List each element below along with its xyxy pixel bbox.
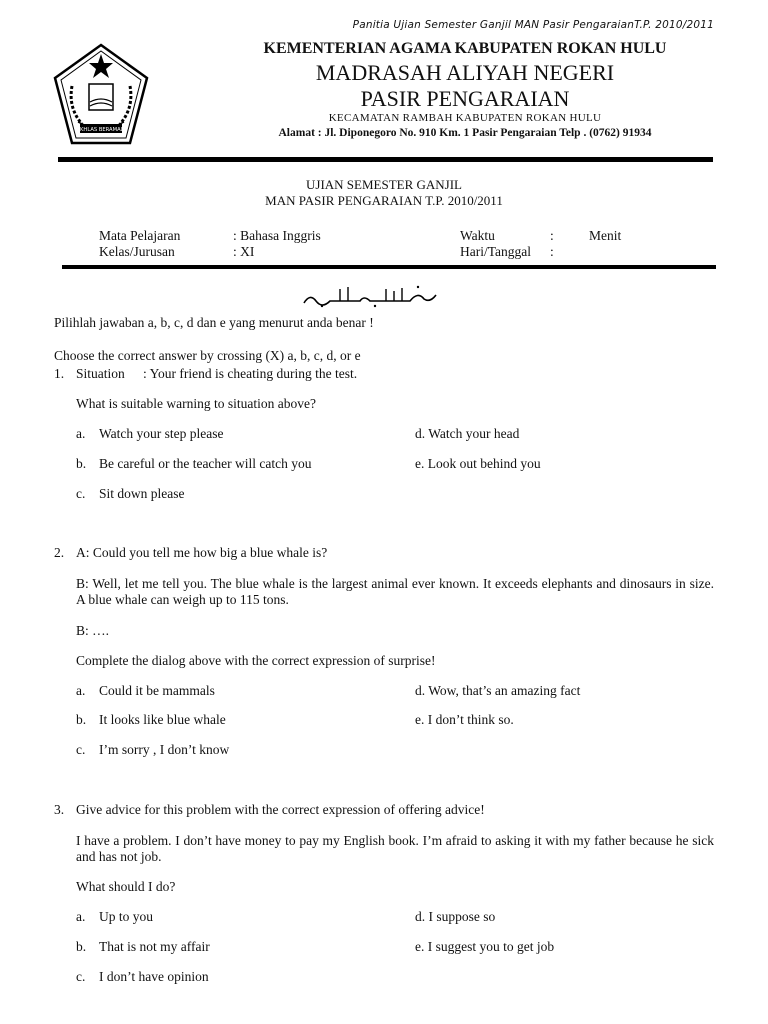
instruction-english: Choose the correct answer by crossing (X) a, b, c, d, or e (54, 348, 361, 363)
q3-option-a: Up to you (99, 909, 153, 924)
q2-dialog-a: A: Could you tell me how big a blue whale is? (76, 545, 328, 560)
info-divider (62, 265, 716, 269)
q1-option-e: e. Look out behind you (415, 456, 541, 471)
q1-option-a-letter: a. (76, 426, 86, 441)
q1-option-b: Be careful or the teacher will catch you (99, 456, 312, 471)
exam-title: UJIAN SEMESTER GANJIL (306, 177, 462, 192)
school-title: MADRASAH ALIYAH NEGERI (315, 60, 615, 85)
ministry-title: KEMENTERIAN AGAMA KABUPATEN ROKAN HULU (263, 40, 667, 57)
time-label: Waktu (460, 228, 495, 243)
q2-option-c-letter: c. (76, 742, 86, 757)
instruction-indonesian: Pilihlah jawaban a, b, c, d dan e yang menurut anda benar ! (54, 315, 374, 330)
q2-option-c: I’m sorry , I don’t know (99, 742, 230, 757)
q1-situation-label: Situation (76, 366, 125, 381)
q2-option-a-letter: a. (76, 683, 86, 698)
q2-option-e: e. I don’t think so. (415, 712, 514, 727)
address-line: Alamat : Jl. Diponegoro No. 910 Km. 1 Pasir Pengaraian Telp . (0762) 91934 (278, 127, 652, 139)
q3-option-c: I don’t have opinion (99, 969, 209, 984)
district-line: KECAMATAN RAMBAH KABUPATEN ROKAN HULU (328, 112, 602, 124)
q1-option-d: d. Watch your head (415, 426, 520, 441)
q3-option-c-letter: c. (76, 969, 86, 984)
ministry-logo (52, 42, 150, 148)
q3-question: What should I do? (76, 879, 176, 894)
q3-option-d: d. I suppose so (415, 909, 496, 924)
q1-question: What is suitable warning to situation above? (76, 396, 316, 411)
q3-option-a-letter: a. (76, 909, 86, 924)
header-divider (58, 157, 713, 162)
q1-option-a: Watch your step please (99, 426, 224, 441)
school-location: PASIR PENGARAIAN (360, 86, 570, 111)
q2-question: Complete the dialog above with the correct expression of surprise! (76, 653, 436, 668)
q3-option-e: e. I suggest you to get job (415, 939, 555, 954)
time-value: Menit (589, 228, 622, 243)
time-colon: : (550, 228, 554, 243)
q1-option-c-letter: c. (76, 486, 86, 501)
q3-option-b: That is not my affair (99, 939, 210, 954)
q1-option-b-letter: b. (76, 456, 87, 471)
q1-option-c: Sit down please (99, 486, 185, 501)
q2-option-b: It looks like blue whale (99, 712, 226, 727)
q1-situation-text: : Your friend is cheating during the test. (143, 366, 358, 381)
q2-option-d: d. Wow, that’s an amazing fact (415, 683, 581, 698)
q3-prompt: Give advice for this problem with the correct expression of offering advice! (76, 802, 485, 817)
class-label: Kelas/Jurusan (99, 244, 175, 259)
subject-label: Mata Pelajaran (99, 228, 181, 243)
q1-number: 1. (54, 366, 65, 381)
q2-dialog-b-blank: B: …. (76, 623, 110, 638)
q2-option-a: Could it be mammals (99, 683, 215, 698)
exam-subtitle: MAN PASIR PENGARAIAN T.P. 2010/2011 (265, 193, 503, 208)
q2-option-b-letter: b. (76, 712, 87, 727)
class-value: : XI (233, 244, 255, 259)
committee-header: Panitia Ujian Semester Ganjil MAN Pasir PengaraianT.P. 2010/2011 (352, 19, 714, 31)
svg-text:IKHLAS BERAMAL: IKHLAS BERAMAL (78, 127, 124, 133)
date-colon: : (550, 244, 554, 259)
q3-option-b-letter: b. (76, 939, 87, 954)
basmalah-calligraphy (300, 283, 440, 309)
q2-dialog-b: B: Well, let me tell you. The blue whale is the largest animal ever known. It exceeds elephants and dinosaurs in size. A blue whale can weigh up to 115 tons. (76, 576, 714, 607)
q3-problem: I have a problem. I don’t have money to pay my English book. I’m afraid to asking it with my father because he sick and has not job. (76, 833, 714, 864)
q3-number: 3. (54, 802, 65, 817)
date-label: Hari/Tanggal (460, 244, 532, 259)
subject-value: : Bahasa Inggris (233, 228, 321, 243)
q2-number: 2. (54, 545, 65, 560)
